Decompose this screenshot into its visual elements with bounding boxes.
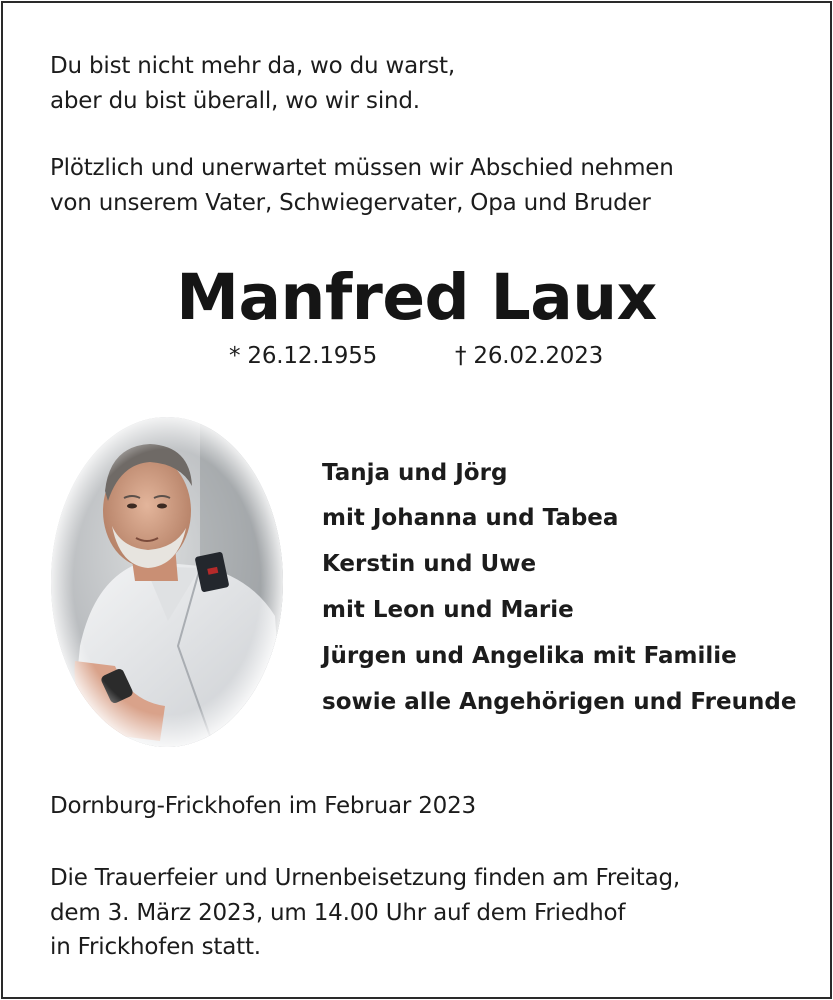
service-line: in Frickhofen statt. xyxy=(50,934,261,960)
mourner-line: sowie alle Angehörigen und Freunde xyxy=(322,689,797,715)
deceased-name: Manfred Laux xyxy=(176,261,657,334)
mourner-line: Jürgen und Angelika mit Familie xyxy=(322,643,737,669)
mourner-line: mit Johanna und Tabea xyxy=(322,505,619,531)
birth-date: * 26.12.1955 xyxy=(229,343,378,369)
intro-line: von unserem Vater, Schwiegervater, Opa und Bruder xyxy=(50,190,651,216)
mourner-line: Tanja und Jörg xyxy=(322,460,508,486)
verse-line: Du bist nicht mehr da, wo du warst, xyxy=(50,53,455,79)
death-date: † 26.02.2023 xyxy=(455,343,604,369)
place-date: Dornburg-Frickhofen im Februar 2023 xyxy=(50,793,476,819)
service-line: Die Trauerfeier und Urnenbeisetzung finden am Freitag, xyxy=(50,865,680,891)
mourner-line: mit Leon und Marie xyxy=(322,597,574,623)
intro-line: Plötzlich und unerwartet müssen wir Abschied nehmen xyxy=(50,155,674,181)
portrait-photo-icon xyxy=(50,416,284,748)
verse-line: aber du bist überall, wo wir sind. xyxy=(50,88,420,114)
service-line: dem 3. März 2023, um 14.00 Uhr auf dem Friedhof xyxy=(50,900,626,926)
mourner-line: Kerstin und Uwe xyxy=(322,551,537,577)
portrait-photo xyxy=(50,416,284,748)
